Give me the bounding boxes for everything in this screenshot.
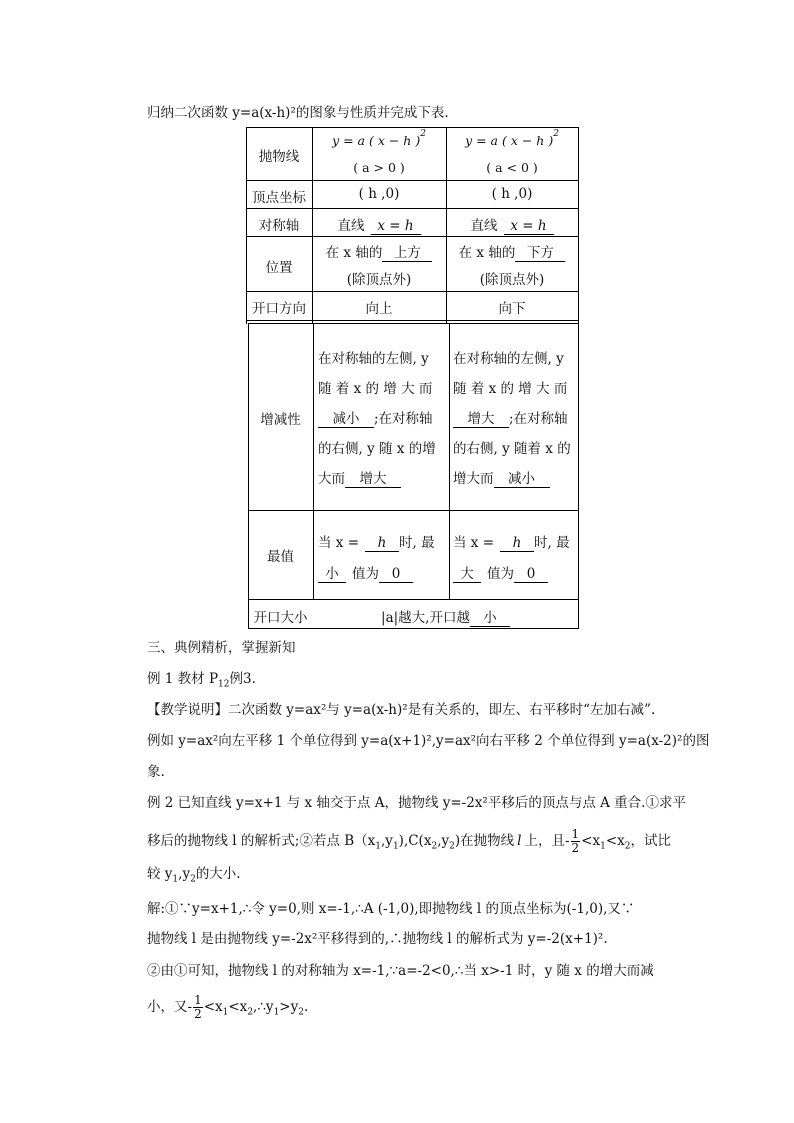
- mono-blank-pos-1: 减小: [318, 407, 374, 428]
- header-formula-negative: y = a ( x − h )$^2$: [465, 129, 559, 149]
- extreme-blank-pos-2: 小: [318, 562, 346, 583]
- opening-positive: 向上: [365, 301, 393, 317]
- solution-line4: 小，又- $\frac{1}{2}$ $<x_1<x_2,\therefore y_1>y_2$.: [147, 993, 309, 1021]
- extreme-blank-neg-3: 0: [514, 566, 548, 583]
- axis-blank-positive: x = h: [371, 218, 421, 235]
- teaching-note-line3: 象.: [147, 764, 165, 780]
- position-note-positive: (除顶点外): [346, 272, 412, 288]
- mono-neg-line1: 在对称轴的左侧, y: [453, 351, 564, 367]
- example-2-line2: 移后的抛物线 l 的解析式;②若点 $B(x_1,y_1),C(x_2,y_2)$在抛物线 l 上，且- $\frac{1}{2}$ $<x_1<x_2$，试比: [147, 827, 671, 855]
- section-title: 三、典例精析，掌握新知: [147, 640, 296, 656]
- row-label-opening: 开口方向: [252, 301, 306, 317]
- row-label-parabola: 抛物线: [258, 149, 300, 165]
- mono-pos-line3: 减小 ;在对称轴: [318, 407, 433, 428]
- mono-blank-pos-2: 增大: [345, 467, 401, 488]
- example-2-line3: 较 $y_1,y_2$的大小.: [147, 866, 241, 885]
- mono-neg-line2: 随 着 x 的 增 大 而: [453, 381, 568, 397]
- opening-negative: 向下: [498, 301, 526, 317]
- axis-negative: 直线 x = h: [446, 214, 578, 235]
- solution-line1: 解:①∵y=x+1,∴令 y=0,则 x=-1,∴A (-1,0),即抛物线 l 的顶点坐标为(-1,0),又∵: [147, 901, 635, 917]
- extreme-pos-line2: 小 值为 0: [318, 562, 413, 583]
- fraction-one-half: $\frac{1}{2}$: [571, 827, 580, 855]
- position-positive: 在 x 轴的 上方: [312, 241, 446, 262]
- vertex-positive: ( h ,0): [358, 186, 400, 202]
- mono-pos-line4: 的右侧, y 随 x 的增: [318, 441, 436, 457]
- mono-neg-line3: 增大 ;在对称轴: [453, 407, 568, 428]
- solution-line3: ②由①可知，抛物线 l 的对称轴为 x=-1,∵a=-2<0,∴当 x>-1 时，y 随 x 的增大而减: [147, 963, 654, 979]
- row-label-position: 位置: [265, 260, 293, 276]
- row-label-axis: 对称轴: [258, 218, 300, 234]
- teaching-note-line2: 例如 y=ax²向左平移 1 个单位得到 y=a(x+1)²,y=ax²向右平移 2 个单位得到 y=a(x-2)²的图: [147, 733, 710, 749]
- position-negative: 在 x 轴的 下方: [446, 241, 578, 262]
- position-blank-negative: 下方: [515, 241, 565, 262]
- header-formula-positive: y = a ( x − h )$^2$: [332, 129, 426, 149]
- mono-neg-line5: 增大而 减小: [453, 467, 550, 488]
- header-condition-negative: ( a < 0 ): [486, 160, 538, 175]
- extreme-blank-pos-1: h: [365, 535, 399, 552]
- mono-blank-neg-2: 减小: [494, 467, 550, 488]
- example-1: 例 1 教材 $P_{12}$例3.: [147, 671, 256, 690]
- solution-line2: 抛物线 l 是由抛物线 y=-2x²平移得到的,∴抛物线 l 的解析式为 y=-2(x+1)².: [147, 931, 608, 947]
- intro-text: 归纳二次函数 y=a(x-h)²的图象与性质并完成下表.: [147, 105, 449, 121]
- row-label-size: 开口大小: [253, 610, 308, 626]
- extreme-pos-line1: 当 x = h 时, 最: [318, 535, 435, 551]
- axis-blank-negative: x = h: [504, 218, 554, 235]
- size-content: |a|越大,开口越 小: [313, 606, 578, 627]
- mono-pos-line1: 在对称轴的左侧, y: [318, 351, 429, 367]
- row-label-monotonic: 增减性: [260, 412, 301, 428]
- extreme-neg-line2: 大 值为 0: [453, 562, 548, 583]
- extreme-blank-neg-1: h: [500, 535, 534, 552]
- extreme-neg-line1: 当 x = h 时, 最: [453, 535, 570, 551]
- row-label-extreme: 最值: [267, 549, 294, 565]
- fraction-one-half-solution: $\frac{1}{2}$: [194, 993, 202, 1021]
- position-blank-positive: 上方: [382, 241, 432, 262]
- mono-neg-line4: 的右侧, y 随着 x 的: [453, 441, 571, 457]
- position-note-negative: (除顶点外): [479, 272, 545, 288]
- extreme-blank-neg-2: 大: [453, 562, 481, 583]
- example-2-line1: 例 2 已知直线 y=x+1 与 x 轴交于点 A，抛物线 y=-2x²平移后的顶点与点 A 重合.①求平: [147, 795, 686, 811]
- vertex-negative: ( h ,0): [491, 186, 533, 202]
- extreme-blank-pos-3: 0: [379, 566, 413, 583]
- header-condition-positive: ( a > 0 ): [353, 160, 405, 175]
- mono-pos-line5: 大而 增大: [318, 467, 401, 488]
- mono-pos-line2: 随 着 x 的 增 大 而: [318, 381, 433, 397]
- teaching-note-line1: 【教学说明】二次函数 y=ax²与 y=a(x-h)²是有关系的，即左、右平移时“左加右减”.: [147, 702, 656, 718]
- axis-positive: 直线 x = h: [312, 214, 446, 235]
- mono-blank-neg-1: 增大: [453, 407, 509, 428]
- row-label-vertex: 顶点坐标: [252, 190, 306, 206]
- size-blank: 小: [470, 606, 510, 627]
